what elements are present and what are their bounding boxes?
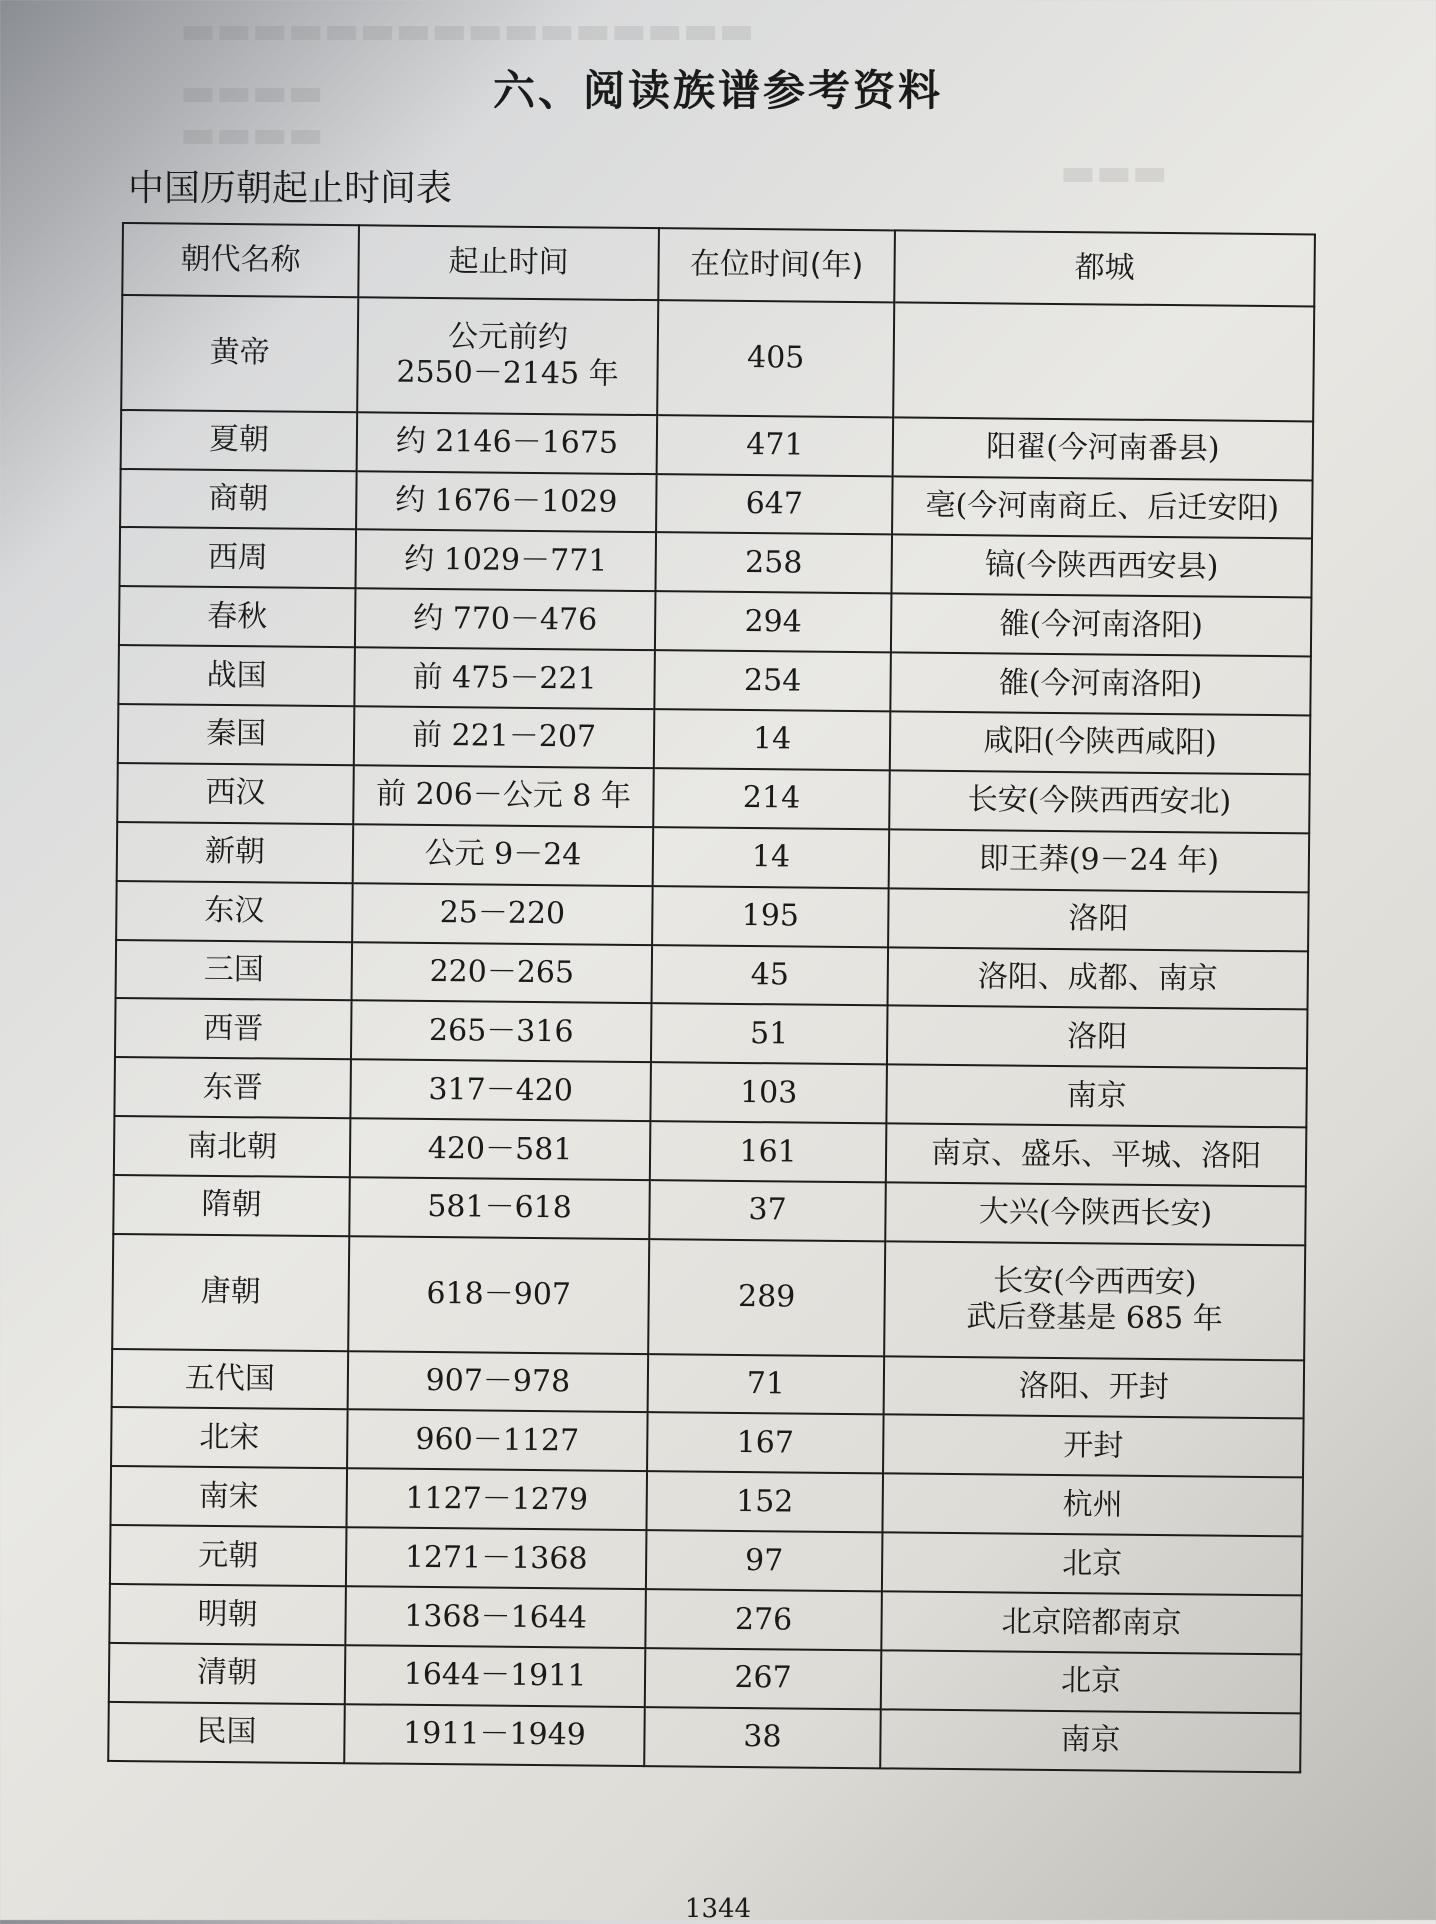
period-cell: 618－907	[348, 1236, 649, 1354]
table-body	[108, 295, 1314, 1772]
capital-cell: 即王莽(9－24 年)	[889, 829, 1310, 892]
dynasty-name-cell: 东汉	[116, 881, 353, 942]
page-number: 1344	[684, 1894, 752, 1924]
section-heading: 六、阅读族谱参考资料	[492, 66, 943, 115]
reign-years-cell: 152	[646, 1471, 883, 1532]
capital-cell: 南京、盛乐、平城、洛阳	[886, 1124, 1307, 1187]
period-cell: 约 1676－1029	[356, 471, 657, 533]
table-row	[121, 295, 1314, 421]
capital-cell: 长安(今西西安) 武后登基是 685 年	[884, 1241, 1305, 1360]
period-cell: 317－420	[350, 1060, 651, 1122]
dynasty-table	[107, 222, 1316, 1773]
reign-years-cell: 14	[653, 827, 890, 888]
header-period: 起止时间	[358, 225, 659, 300]
dynasty-name-cell: 清朝	[109, 1643, 346, 1704]
dynasty-name-cell: 新朝	[117, 822, 354, 883]
period-cell: 1911－1949	[344, 1704, 645, 1766]
dynasty-name-cell: 民国	[108, 1702, 345, 1763]
header-capital: 都城	[894, 230, 1315, 306]
dynasty-name-cell: 明朝	[109, 1584, 346, 1645]
period-cell: 1271－1368	[346, 1527, 647, 1589]
bleed-through-text: ▬▬▬▬	[180, 112, 324, 156]
period-cell: 960－1127	[347, 1410, 648, 1472]
period-cell: 25－220	[352, 883, 653, 945]
period-cell: 1368－1644	[345, 1586, 646, 1648]
reign-years-cell: 471	[657, 415, 894, 476]
reign-years-cell: 71	[648, 1354, 885, 1415]
dynasty-name-cell: 春秋	[119, 586, 356, 647]
dynasty-name-cell: 西晋	[115, 998, 352, 1059]
capital-cell: 洛阳、开封	[884, 1356, 1305, 1419]
capital-cell: 阳翟(今河南番县)	[893, 417, 1314, 480]
capital-cell: 南京	[886, 1065, 1307, 1128]
reign-years-cell: 45	[652, 945, 889, 1006]
period-cell: 220－265	[352, 942, 653, 1004]
capital-cell: 北京	[881, 1650, 1302, 1713]
capital-cell: 杭州	[882, 1474, 1303, 1537]
reign-years-cell: 405	[657, 300, 894, 417]
header-reign-years: 在位时间(年)	[658, 228, 895, 302]
reign-years-cell: 258	[655, 533, 892, 594]
reign-years-cell: 161	[650, 1121, 887, 1182]
dynasty-name-cell: 西周	[120, 527, 357, 588]
capital-cell: 雒(今河南洛阳)	[891, 594, 1312, 657]
capital-cell: 洛阳	[887, 1006, 1308, 1069]
capital-cell: 咸阳(今陕西咸阳)	[890, 711, 1311, 774]
capital-cell: 长安(今陕西西安北)	[889, 770, 1310, 833]
period-cell: 265－316	[351, 1001, 652, 1063]
capital-cell	[893, 302, 1314, 421]
dynasty-name-cell: 黄帝	[121, 295, 358, 412]
reign-years-cell: 38	[644, 1707, 881, 1768]
period-cell: 约 770－476	[355, 589, 656, 651]
reign-years-cell: 103	[650, 1062, 887, 1123]
reign-years-cell: 37	[649, 1180, 886, 1241]
reign-years-cell: 51	[651, 1004, 888, 1065]
capital-cell: 南京	[880, 1709, 1301, 1772]
capital-cell: 雒(今河南洛阳)	[890, 653, 1311, 716]
reign-years-cell: 267	[645, 1648, 882, 1709]
reign-years-cell: 276	[645, 1589, 882, 1650]
reign-years-cell: 289	[648, 1239, 885, 1356]
reign-years-cell: 294	[655, 591, 892, 652]
header-dynasty-name: 朝代名称	[122, 223, 359, 297]
capital-cell: 北京陪都南京	[881, 1591, 1302, 1654]
period-cell: 420－581	[350, 1118, 651, 1180]
table-row	[112, 1234, 1305, 1360]
table-row	[108, 1702, 1301, 1773]
dynasty-name-cell: 五代国	[112, 1349, 349, 1410]
capital-cell: 亳(今河南商丘、后迁安阳)	[892, 476, 1313, 539]
capital-cell: 开封	[883, 1415, 1304, 1478]
period-cell: 1644－1911	[345, 1645, 646, 1707]
capital-cell: 北京	[882, 1533, 1303, 1596]
bleed-through-text: ▬▬▬	[1060, 150, 1168, 194]
capital-cell: 镐(今陕西西安县)	[891, 535, 1312, 598]
dynasty-name-cell: 唐朝	[112, 1234, 349, 1351]
period-cell: 1127－1279	[346, 1469, 647, 1531]
period-cell: 907－978	[348, 1351, 649, 1413]
period-cell: 前 206－公元 8 年	[353, 765, 654, 827]
dynasty-name-cell: 元朝	[110, 1525, 347, 1586]
dynasty-name-cell: 北宋	[111, 1407, 348, 1468]
dynasty-name-cell: 三国	[116, 940, 353, 1001]
reign-years-cell: 214	[653, 768, 890, 829]
table-header-row	[122, 223, 1315, 306]
table-title: 中国历朝起止时间表	[128, 168, 453, 209]
dynasty-name-cell: 南宋	[110, 1466, 347, 1527]
period-cell: 约 2146－1675	[357, 412, 658, 474]
bleed-through-text: ▬▬▬▬▬▬▬▬▬▬▬▬▬▬▬▬	[180, 8, 755, 52]
period-cell: 公元 9－24	[353, 824, 654, 886]
reign-years-cell: 97	[646, 1530, 883, 1591]
dynasty-name-cell: 东晋	[114, 1057, 351, 1118]
capital-cell: 大兴(今陕西长安)	[885, 1182, 1306, 1245]
period-cell: 前 475－221	[354, 647, 655, 709]
dynasty-name-cell: 秦国	[118, 704, 355, 765]
period-cell: 前 221－207	[354, 706, 655, 768]
reign-years-cell: 167	[647, 1413, 884, 1474]
capital-cell: 洛阳	[888, 888, 1309, 951]
period-cell: 公元前约 2550－2145 年	[357, 297, 658, 415]
capital-cell: 洛阳、成都、南京	[888, 947, 1309, 1010]
period-cell: 581－618	[349, 1177, 650, 1239]
dynasty-name-cell: 夏朝	[121, 410, 358, 471]
dynasty-name-cell: 隋朝	[113, 1175, 350, 1236]
dynasty-name-cell: 战国	[118, 645, 355, 706]
reign-years-cell: 14	[654, 709, 891, 770]
dynasty-name-cell: 南北朝	[114, 1116, 351, 1177]
reign-years-cell: 254	[654, 650, 891, 711]
bleed-through-text: ▬▬▬▬	[180, 70, 324, 114]
reign-years-cell: 647	[656, 474, 893, 535]
reign-years-cell: 195	[652, 886, 889, 947]
dynasty-name-cell: 商朝	[120, 469, 357, 530]
period-cell: 约 1029－771	[355, 530, 656, 592]
dynasty-name-cell: 西汉	[117, 763, 354, 824]
